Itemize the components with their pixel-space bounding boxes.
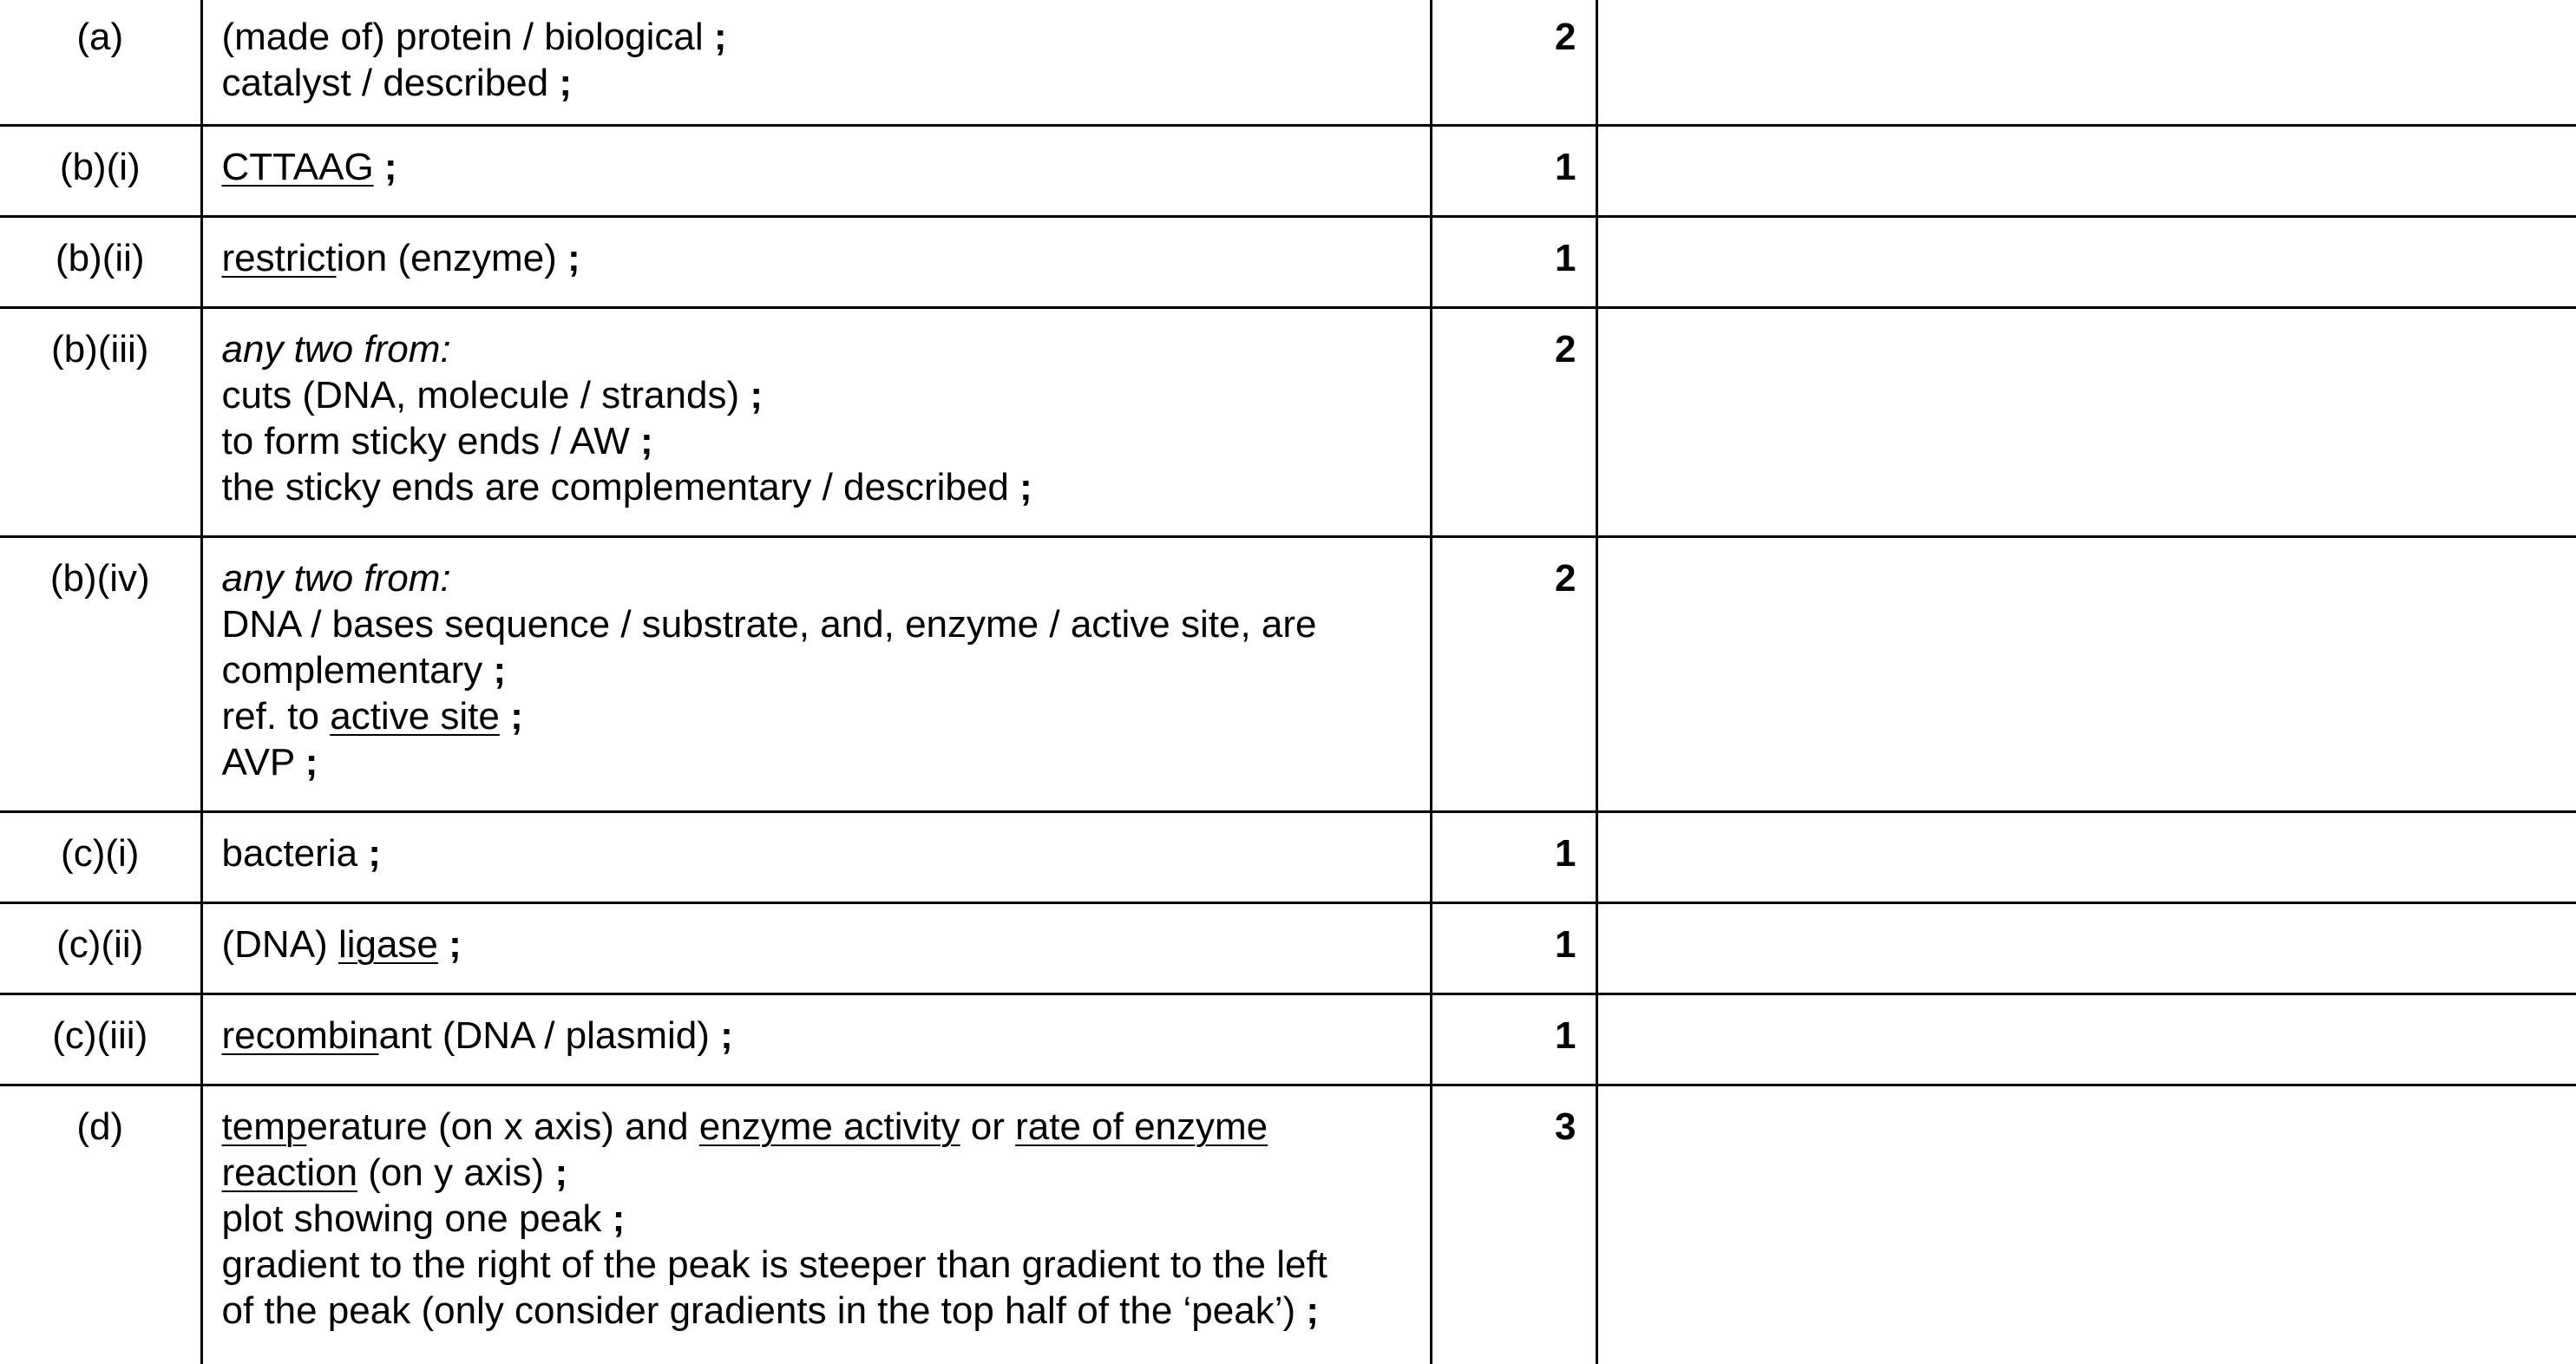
answer-line: AVP ; bbox=[222, 739, 1421, 785]
table-row bbox=[0, 217, 2576, 308]
marks-cell: 1 bbox=[1431, 217, 1596, 308]
marks-cell: 1 bbox=[1431, 903, 1596, 994]
marks-cell: 2 bbox=[1431, 0, 1596, 126]
guidance-cell bbox=[1596, 903, 2576, 994]
guidance-cell bbox=[1596, 126, 2576, 217]
marks-cell: 3 bbox=[1431, 1085, 1596, 1364]
answer-cell bbox=[201, 217, 1431, 308]
table-row bbox=[0, 994, 2576, 1085]
answer-cell bbox=[201, 126, 1431, 217]
answer-line: DNA / bases sequence / substrate, and, enzyme / active site, are bbox=[222, 601, 1421, 647]
question-number: (c)(iii) bbox=[0, 994, 201, 1085]
guidance-cell bbox=[1596, 217, 2576, 308]
answer-cell bbox=[201, 1085, 1431, 1364]
table-row bbox=[0, 812, 2576, 903]
question-number: (b)(i) bbox=[0, 126, 201, 217]
table-row bbox=[0, 126, 2576, 217]
answer-line: of the peak (only consider gradients in the top half of the ‘peak’) ; bbox=[222, 1288, 1421, 1334]
answer-line: catalyst / described ; bbox=[222, 60, 1421, 106]
answer-intro: any two from: bbox=[222, 326, 1421, 372]
answer-cell bbox=[201, 903, 1431, 994]
answer-line: the sticky ends are complementary / described ; bbox=[222, 464, 1421, 510]
answer-line: CTTAAG ; bbox=[222, 144, 1421, 190]
answer-line: plot showing one peak ; bbox=[222, 1196, 1421, 1242]
guidance-cell bbox=[1596, 1085, 2576, 1364]
table-row bbox=[0, 0, 2576, 126]
answer-line: cuts (DNA, molecule / strands) ; bbox=[222, 372, 1421, 418]
guidance-cell bbox=[1596, 812, 2576, 903]
guidance-cell bbox=[1596, 537, 2576, 812]
question-number: (c)(ii) bbox=[0, 903, 201, 994]
answer-line: recombinant (DNA / plasmid) ; bbox=[222, 1013, 1421, 1059]
answer-line: to form sticky ends / AW ; bbox=[222, 418, 1421, 464]
guidance-cell bbox=[1596, 0, 2576, 126]
answer-intro: any two from: bbox=[222, 555, 1421, 601]
answer-cell bbox=[201, 0, 1431, 126]
question-number: (b)(ii) bbox=[0, 217, 201, 308]
marks-cell: 1 bbox=[1431, 994, 1596, 1085]
marks-cell: 2 bbox=[1431, 537, 1596, 812]
table-row bbox=[0, 308, 2576, 537]
guidance-cell bbox=[1596, 308, 2576, 537]
answer-cell bbox=[201, 994, 1431, 1085]
marks-cell: 1 bbox=[1431, 126, 1596, 217]
question-number: (a) bbox=[0, 0, 201, 126]
answer-line: temperature (on x axis) and enzyme activity or rate of enzyme bbox=[222, 1104, 1421, 1150]
question-number: (b)(iv) bbox=[0, 537, 201, 812]
question-number: (d) bbox=[0, 1085, 201, 1364]
table-row bbox=[0, 1085, 2576, 1364]
marks-cell: 2 bbox=[1431, 308, 1596, 537]
marks-cell: 1 bbox=[1431, 812, 1596, 903]
answer-line: ref. to active site ; bbox=[222, 693, 1421, 739]
guidance-cell bbox=[1596, 994, 2576, 1085]
answer-line: gradient to the right of the peak is steeper than gradient to the left bbox=[222, 1242, 1421, 1288]
question-number: (c)(i) bbox=[0, 812, 201, 903]
answer-line: reaction (on y axis) ; bbox=[222, 1150, 1421, 1196]
answer-line: complementary ; bbox=[222, 647, 1421, 693]
answer-line: (DNA) ligase ; bbox=[222, 921, 1421, 967]
answer-line: restriction (enzyme) ; bbox=[222, 235, 1421, 281]
table-row bbox=[0, 537, 2576, 812]
answer-cell bbox=[201, 812, 1431, 903]
question-number: (b)(iii) bbox=[0, 308, 201, 537]
table-row bbox=[0, 903, 2576, 994]
answer-line: bacteria ; bbox=[222, 830, 1421, 876]
answer-cell bbox=[201, 308, 1431, 537]
answer-line: (made of) protein / biological ; bbox=[222, 14, 1421, 60]
answer-cell bbox=[201, 537, 1431, 812]
